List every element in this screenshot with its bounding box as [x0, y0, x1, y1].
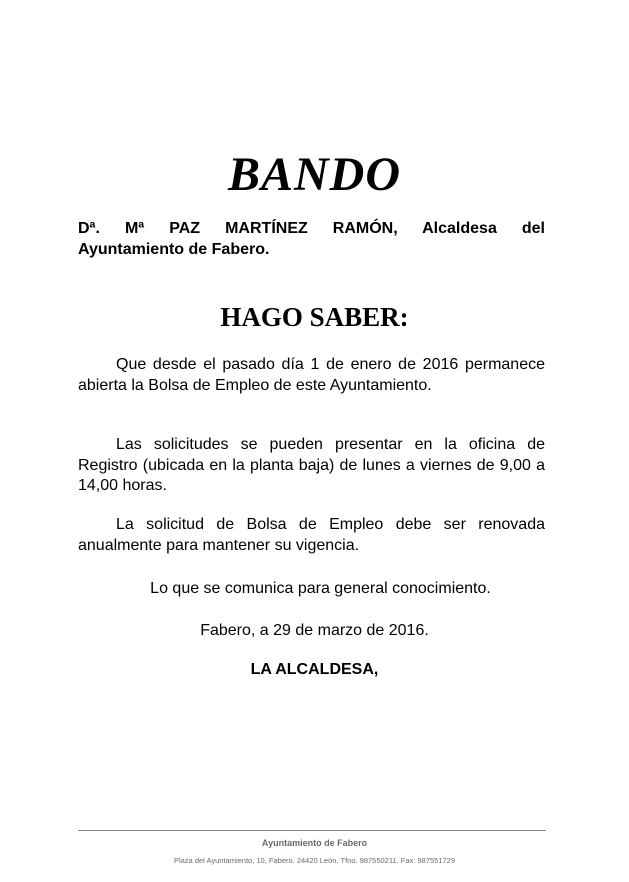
author-block: [78, 218, 545, 260]
footer-address: Plaza del Ayuntamiento, 10, Fabero. 24420 León. Tfno. 987550211. Fax: 987551729: [173, 856, 456, 865]
footer-divider: [78, 830, 546, 831]
body-paragraph: La solicitud de Bolsa de Empleo debe ser renovada anualmente para mantener su vigencia.: [78, 516, 545, 554]
date-line: Fabero, a 29 de marzo de 2016.: [200, 622, 429, 639]
body-paragraph: Las solicitudes se pueden presentar en la oficina de Registro (ubicada en la planta baja) de lunes a viernes de 9,00 a 14,00 horas.: [78, 436, 545, 494]
author-organization-line: Ayuntamiento de Fabero.: [78, 241, 270, 258]
body-paragraph: Que desde el pasado día 1 de enero de 2016 permanece abierta la Bolsa de Empleo de este Ayuntamiento.: [78, 356, 545, 394]
section-heading: HAGO SABER:: [220, 302, 409, 332]
author-name-line: Dª. Mª PAZ MARTÍNEZ RAMÓN, Alcaldesa del: [78, 220, 545, 237]
document-title: BANDO: [227, 148, 402, 201]
footer-organization: Ayuntamiento de Fabero: [261, 838, 368, 848]
closing-statement: Lo que se comunica para general conocimiento.: [150, 580, 491, 597]
signature-title: LA ALCALDESA,: [250, 661, 379, 678]
